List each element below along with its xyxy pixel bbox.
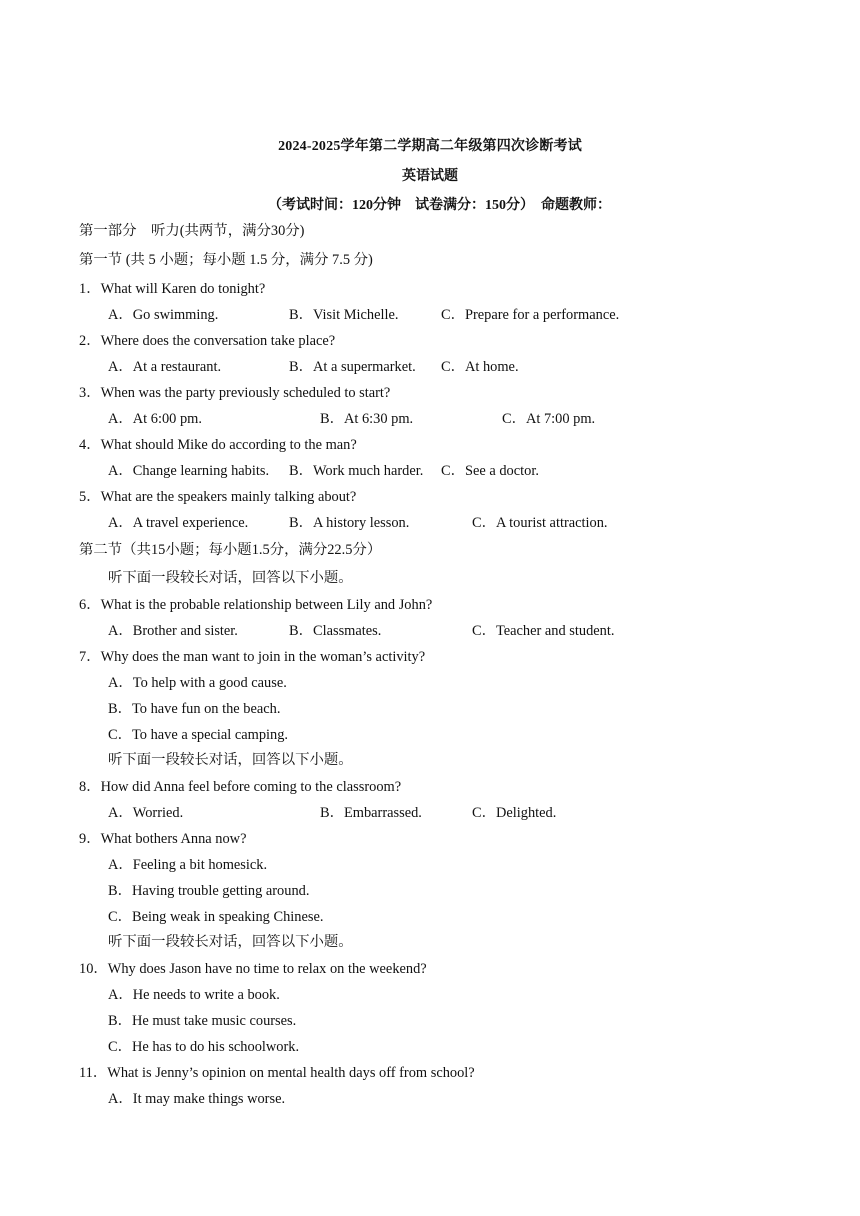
question-stem: 11．What is Jenny’s opinion on mental health days off from school? [79,1065,475,1081]
option-c: C．A tourist attraction. [472,515,608,531]
option-b: B．Classmates. [289,623,382,639]
instruction: 听下面一段较长对话，回答以下小题。 [108,934,353,950]
question-stem: 2．Where does the conversation take place? [79,333,336,349]
question-stem: 7．Why does the man want to join in the woman’s activity? [79,649,426,665]
section-heading: 第一节 (共 5 小题；每小题 1.5 分，满分 7.5 分) [79,252,373,268]
option-c: C．He has to do his schoolwork. [108,1039,300,1055]
option-b: B．To have fun on the beach. [108,701,281,717]
exam-title: 2024-2025学年第二学期高二年级第四次诊断考试 [278,139,582,154]
option-a: A．He needs to write a book. [108,987,280,1003]
option-c: C．Teacher and student. [472,623,615,639]
exam-subtitle: 英语试题 [402,169,458,184]
question-stem: 6．What is the probable relationship between Lily and John? [79,597,433,613]
option-b: B．Visit Michelle. [289,307,399,323]
question-stem: 1．What will Karen do tonight? [79,281,266,297]
question-stem: 4．What should Mike do according to the man? [79,437,357,453]
option-b: B．Having trouble getting around. [108,883,310,899]
exam-info: （考试时间：120分钟 试卷满分：150分） 命题教师： [268,198,611,213]
option-c: C．At 7:00 pm. [502,411,596,427]
question-stem: 9．What bothers Anna now? [79,831,247,847]
option-a: A．Change learning habits. [108,463,270,479]
option-b: B．At a supermarket. [289,359,416,375]
question-stem: 10．Why does Jason have no time to relax on the weekend? [79,961,427,977]
option-a: A．At 6:00 pm. [108,411,202,427]
part-heading: 第一部分 听力(共两节，满分30分) [79,223,305,239]
section-heading: 第二节（共15小题；每小题1.5分，满分22.5分） [79,542,382,558]
question-stem: 3．When was the party previously scheduled to start? [79,385,391,401]
option-c: C．To have a special camping. [108,727,289,743]
option-c: C．Being weak in speaking Chinese. [108,909,324,925]
option-a: A．Worried. [108,805,184,821]
instruction: 听下面一段较长对话，回答以下小题。 [108,570,353,586]
option-c: C．At home. [441,359,519,375]
option-a: A．It may make things worse. [108,1091,286,1107]
option-a: A．Go swimming. [108,307,219,323]
option-b: B．A history lesson. [289,515,410,531]
option-b: B．Embarrassed. [320,805,422,821]
question-stem: 5．What are the speakers mainly talking about? [79,489,357,505]
option-b: B．At 6:30 pm. [320,411,414,427]
option-a: A．At a restaurant. [108,359,222,375]
instruction: 听下面一段较长对话，回答以下小题。 [108,752,353,768]
option-b: B．Work much harder. [289,463,424,479]
option-a: A．To help with a good cause. [108,675,287,691]
question-stem: 8．How did Anna feel before coming to the classroom? [79,779,402,795]
option-a: A．Feeling a bit homesick. [108,857,268,873]
option-c: C．Delighted. [472,805,557,821]
option-a: A．A travel experience. [108,515,249,531]
option-a: A．Brother and sister. [108,623,238,639]
option-c: C．Prepare for a performance. [441,307,620,323]
option-b: B．He must take music courses. [108,1013,297,1029]
option-c: C．See a doctor. [441,463,539,479]
